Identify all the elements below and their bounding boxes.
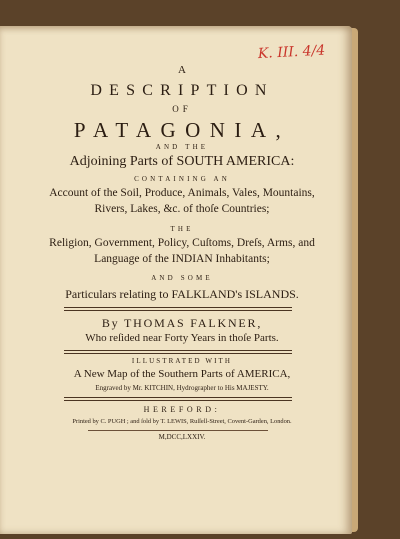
imprint-place: HEREFORD: — [143, 405, 221, 414]
illustrated-label: ILLUSTRATED WITH — [131, 357, 233, 365]
shelfmark-annotation: K. III. 4/4 — [257, 42, 326, 63]
account-line-2: Rivers, Lakes, &c. of thoſe Countries; — [94, 203, 270, 215]
divider-middle — [64, 350, 292, 354]
title-of: OF — [172, 104, 192, 114]
author-name: By THOMAS FALKNER, — [101, 316, 263, 330]
title-adjoining: Adjoining Parts of SOUTH AMERICA: — [69, 154, 295, 169]
religion-line-2: Language of the INDIAN Inhabitants; — [94, 253, 270, 265]
title-article: A — [178, 64, 186, 76]
account-line-1: Account of the Soil, Produce, Animals, Vales, Mountains, — [49, 187, 315, 199]
the-label: THE — [170, 225, 194, 233]
title-and-the: AND THE — [155, 143, 209, 151]
new-map-line: A New Map of the Southern Parts of AMERICA, — [73, 368, 291, 380]
author-resided: Who reſided near Forty Years in thoſe Parts. — [85, 332, 279, 344]
engraved-line: Engraved by Mr. KITCHIN, Hydrographer to His MAJESTY. — [95, 384, 269, 392]
imprint-rule — [88, 430, 268, 431]
title-description: DESCRIPTION — [90, 82, 274, 99]
religion-line-1: Religion, Government, Policy, Cuſtoms, Dreſs, Arms, and — [49, 237, 315, 249]
divider-top — [64, 307, 292, 311]
imprint-year: M,DCC,LXXIV. — [158, 433, 206, 441]
divider-bottom — [64, 397, 292, 401]
title-patagonia: PATAGONIA, — [73, 118, 291, 142]
containing-label: CONTAINING AN — [134, 175, 230, 183]
imprint-printer: Printed by C. PUGH ; and ſold by T. LEWIS, Ruſſell-Street, Covent-Garden, London. — [72, 418, 292, 425]
and-some-label: AND SOME — [151, 274, 213, 282]
particulars-line: Particulars relating to FALKLAND's ISLANDS. — [65, 287, 299, 301]
